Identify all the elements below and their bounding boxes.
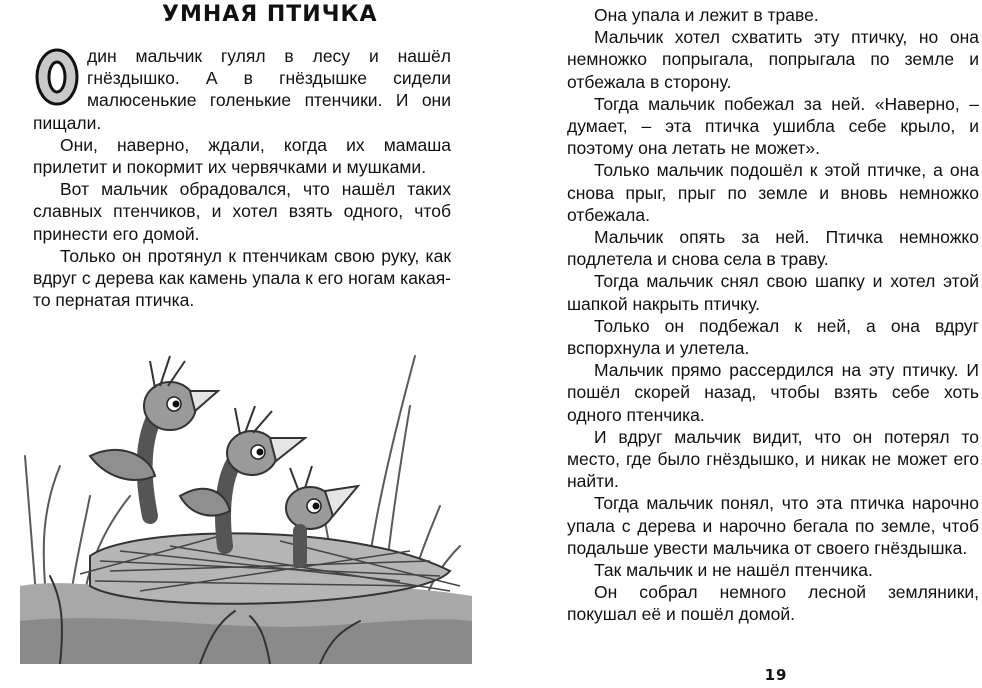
paragraph: Вот мальчик обрадовался, что нашёл таких славных птенчиков, и хотел взять одного, чтоб принести его домой.: [33, 179, 451, 244]
paragraph: И вдруг мальчик видит, что он потерял то место, где было гнёздышко, и никак не может его найти.: [567, 426, 979, 492]
paragraph: Так мальчик и не нашёл птенчика.: [594, 560, 873, 581]
paragraph: Он собрал немного лесной земляники, покушал её и пошёл домой.: [567, 582, 979, 625]
paragraph: Тогда мальчик понял, что эта птичка нарочно упала с дерева и нарочно бегала по земле, чтоб подальше увести мальчика от своего гнёздышка.: [567, 493, 979, 558]
paragraph: Только он протянул к птенчикам свою руку, как вдруг с дерева как камень упала к его ногам какая-то пернатая птичка.: [33, 245, 451, 311]
nest-illustration: [20, 346, 472, 664]
paragraph-text: дин мальчик гулял в лесу и нашёл гнёздышко. А в гнёздышке сидели малюсенькие голенькие птенчики. И они пищали.: [33, 46, 451, 133]
paragraph: [33, 45, 451, 134]
paragraph: Мальчик хотел схватить эту птичку, но она немножко попрыгала, попрыгала по земле и отбежала в сторону.: [567, 27, 979, 92]
paragraph: Мальчик опять за ней. Птичка немножко подлетела и снова села в траву.: [567, 227, 979, 270]
paragraph: Только он подбежал к ней, а она вдруг вспорхнула и улетела.: [567, 315, 979, 359]
paragraph: Мальчик прямо рассердился на эту птичку. И пошёл скорей назад, чтобы взять себе хоть одного птенчика.: [567, 360, 979, 425]
dropcap: [33, 46, 81, 106]
paragraph: Тогда мальчик побежал за ней. «Наверно, – думает, – эта птичка ушибла себе крыло, и поэтому она летать не может».: [567, 93, 979, 159]
story-title: УМНАЯ ПТИЧКА: [162, 2, 378, 27]
page-number: 19: [764, 666, 788, 684]
right-text: [567, 4, 979, 626]
left-text: [33, 45, 451, 311]
paragraph: Только мальчик подошёл к этой птичке, а она снова прыг, прыг по земле и вновь немножко отбежала.: [567, 160, 979, 225]
paragraph: Она упала и лежит в траве.: [594, 5, 819, 25]
paragraph: Они, наверно, ждали, когда их мамаша прилетит и покормит их червячками и мушками.: [33, 134, 451, 178]
paragraph: Тогда мальчик снял свою шапку и хотел этой шапкой накрыть птичку.: [567, 271, 979, 314]
